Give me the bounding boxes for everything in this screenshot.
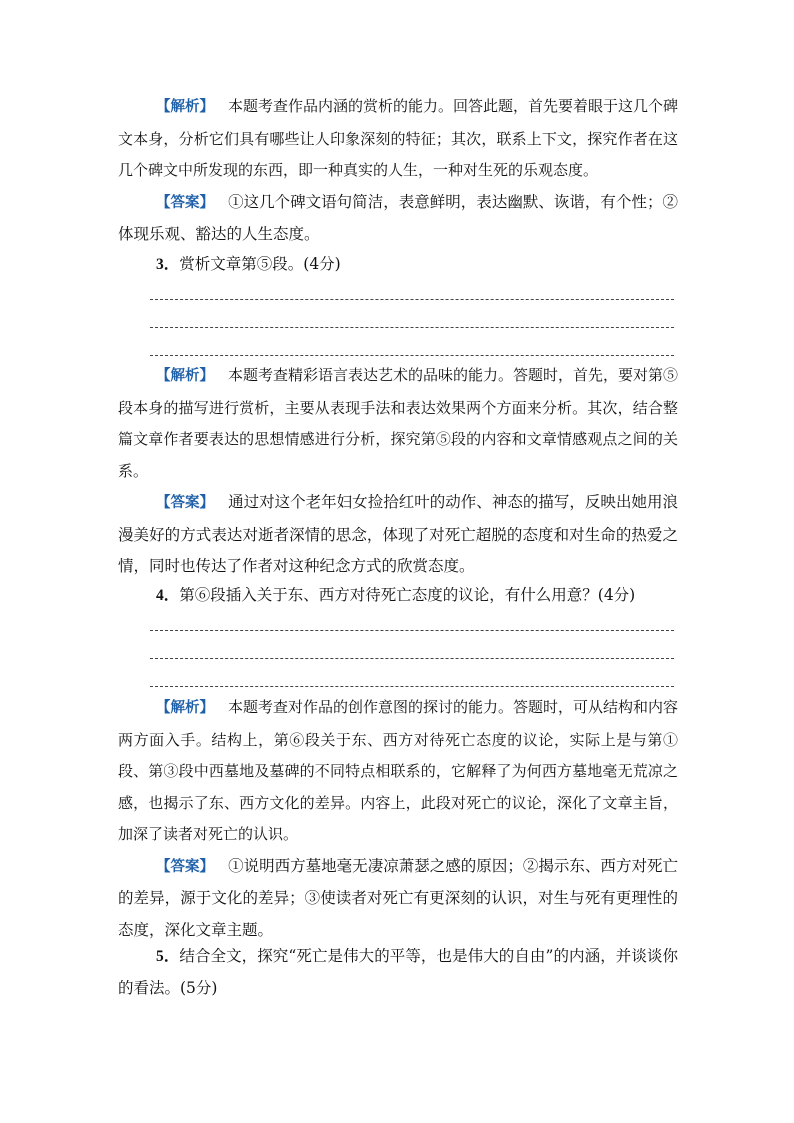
answer-line	[150, 327, 674, 328]
answer-line	[150, 630, 674, 631]
question-3-number: 3．	[156, 256, 180, 273]
question-5-text	[118, 941, 678, 1004]
question-4-number: 4．	[156, 587, 180, 604]
question-4-prompt: 第⑥段插入关于东、西方对待死亡态度的议论，有什么用意？(4分)	[179, 586, 636, 604]
section-q3-solution	[118, 360, 678, 583]
answer-tag: 【答案】	[156, 194, 215, 211]
question-3-prompt: 赏析文章第⑤段。(4分)	[179, 255, 341, 273]
analysis-paragraph	[118, 692, 678, 851]
answer-text: ①这几个碑文语句简洁，表意鲜明，表达幽默、诙谐，有个性；②体现乐观、豁达的人生态度。	[118, 192, 678, 243]
question-3	[118, 249, 678, 281]
answer-paragraph	[118, 187, 678, 251]
analysis-text: 本题考查精彩语言表达艺术的品味的能力。答题时，首先，要对第⑤段本身的描写进行赏析，主要从表现手法和表达效果两个方面来分析。其次，结合整篇文章作者要表达的思想情感进行分析，探究第⑤段的内容和文章情感观点之间的关系。	[118, 366, 679, 480]
question-5	[118, 941, 678, 1004]
answer-paragraph	[118, 851, 678, 947]
question-5-prompt: 结合全文，探究“死亡是伟大的平等，也是伟大的自由”的内涵，并谈谈你的看法。(5分)	[118, 947, 678, 997]
answer-line	[150, 686, 674, 687]
section-q2-solution	[118, 91, 678, 251]
answer-tag: 【答案】	[156, 495, 215, 511]
answer-line	[150, 299, 674, 300]
analysis-text: 本题考查作品内涵的赏析的能力。回答此题，首先要着眼于这几个碑文本身，分析它们具有哪些让人印象深刻的特征；其次，联系上下文，探究作者在这几个碑文中所发现的东西，即一种真实的人生，一种对生死的乐观态度。	[118, 97, 679, 179]
answer-paragraph	[118, 487, 678, 583]
answer-text: 通过对这个老年妇女捡拾红叶的动作、神态的描写，反映出她用浪漫美好的方式表达对逝者深情的思念，体现了对死亡超脱的态度和对生命的热爱之情，同时也传达了作者对这种纪念方式的欣赏态度。	[118, 493, 678, 575]
analysis-paragraph	[118, 91, 678, 187]
analysis-tag: 【解析】	[156, 700, 214, 716]
answer-line	[150, 355, 674, 356]
question-4	[118, 580, 678, 612]
question-3-text	[118, 249, 678, 281]
analysis-paragraph	[118, 360, 678, 487]
answer-tag: 【答案】	[156, 858, 215, 875]
answer-text: ①说明西方墓地毫无凄凉萧瑟之感的原因；②揭示东、西方对死亡的差异，源于文化的差异；③使读者对死亡有更深刻的认识，对生与死有更理性的态度，深化文章主题。	[118, 856, 678, 939]
question-5-number: 5．	[156, 948, 180, 965]
analysis-tag: 【解析】	[156, 99, 214, 115]
section-q4-solution	[118, 692, 678, 946]
answer-line	[150, 658, 674, 659]
analysis-tag: 【解析】	[156, 368, 214, 384]
analysis-text: 本题考查对作品的创作意图的探讨的能力。答题时，可从结构和内容两方面入手。结构上，第⑥段关于东、西方对待死亡态度的议论，实际上是与第①段、第③段中西墓地及墓碑的不同特点相联系的，它解释了为何西方墓地毫无荒凉之感，也揭示了东、西方文化的差异。内容上，此段对死亡的议论，深化了文章主旨，加深了读者对死亡的认识。	[118, 698, 679, 843]
question-4-text	[118, 580, 678, 612]
